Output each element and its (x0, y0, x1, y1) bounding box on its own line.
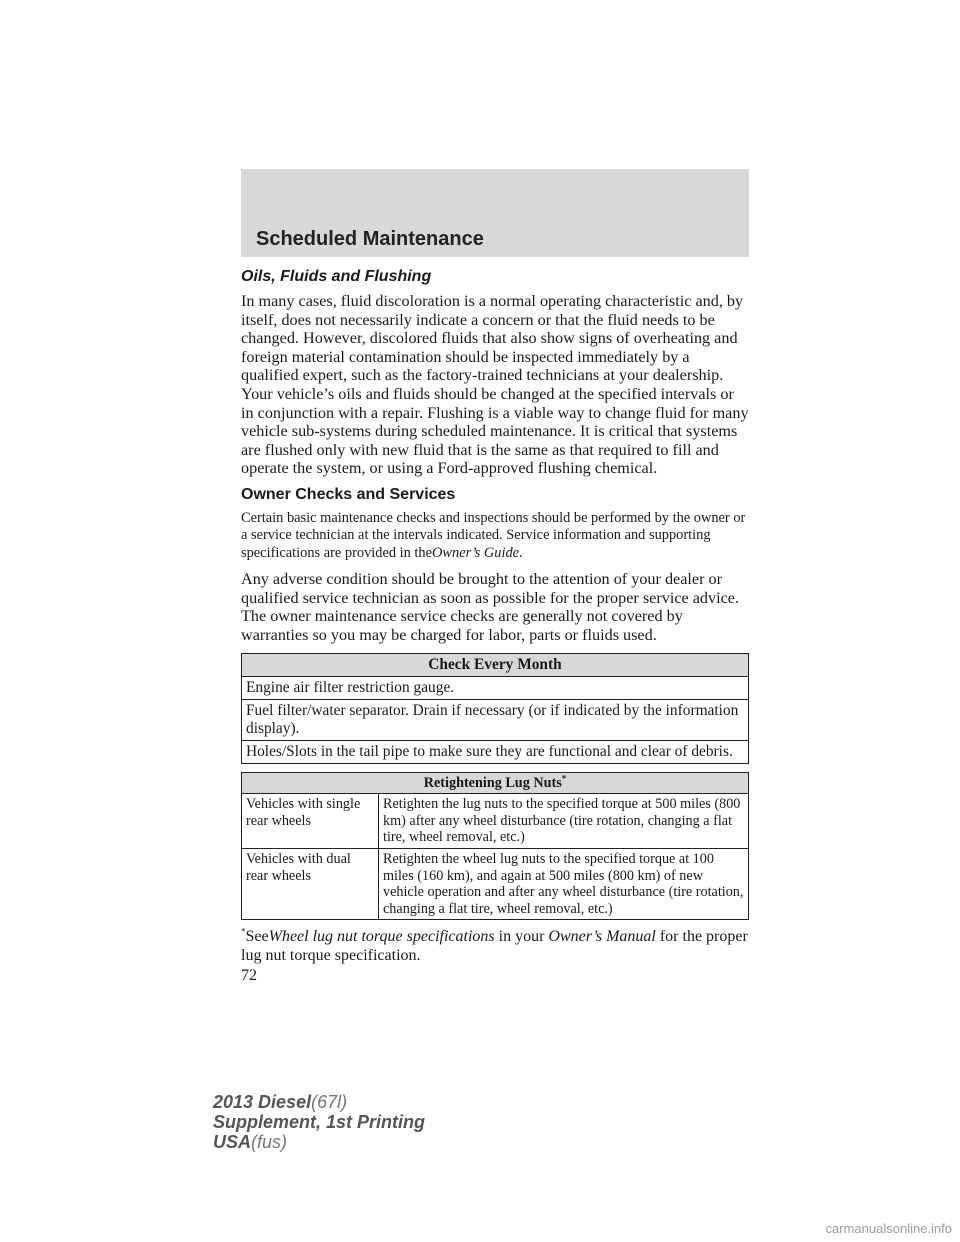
page-number: 72 (241, 967, 257, 985)
page-content (241, 262, 749, 985)
print-footer (213, 1092, 425, 1152)
owner-checks-heading: Owner Checks and Services (241, 485, 456, 503)
vehicle-type-cell: Vehicles with single rear wheels (242, 794, 379, 849)
oils-paragraph: In many cases, fluid discoloration is a normal operating characteristic and, by itself, does not necessarily indicate a concern or that the fluid needs to be changed. However, discolored fluids that also show signs of overheating and foreign material contamination should be inspected immediately by a qualified expert, such as the factory-trained technicians at your dealership. Your vehicle’s oils and fluids should be changed at the specified intervals or in conjunction with a repair. Flushing is a viable way to change fluid for many vehicle sub-systems during scheduled maintenance. It is critical that systems are flushed only with new fluid that is the same as that required to fill and operate the system, or using a Ford-approved flushing chemical. (241, 292, 749, 478)
table-row (242, 848, 749, 919)
owner-checks-advice: Any adverse condition should be brought to the attention of your dealer or qualified service technician as soon as possible for the proper service advice. The owner maintenance service checks are generally not covered by warranties so you may be charged for labor, parts or fluids used. (241, 570, 740, 644)
footer-line-1 (213, 1092, 425, 1112)
lug-table-header-text: Retightening Lug Nuts (423, 774, 562, 791)
footer-model: 2013 Diesel (213, 1092, 312, 1112)
footer-line-3 (213, 1132, 425, 1152)
owner-intro-end: . (519, 544, 523, 561)
footnote-marker: * (561, 772, 567, 783)
oils-heading: Oils, Fluids and Flushing (241, 268, 432, 285)
owners-manual-ref: Owner’s Manual (548, 928, 656, 946)
instruction-cell: Retighten the lug nuts to the specified torque at 500 miles (800 km) after any wheel disturbance (tire rotation, changing a flat tire, wheel removal, etc.) (379, 794, 749, 849)
owners-guide-ref: Owner’s Guide (432, 544, 520, 561)
table-row: Holes/Slots in the tail pipe to make sure they are functional and clear of debris. (242, 740, 749, 763)
footnote (241, 928, 749, 965)
instruction-cell: Retighten the wheel lug nuts to the specified torque at 100 miles (160 km), and again at 500 miles (800 km) of new vehicle operation and after any wheel disturbance (tire rotation, changing a flat tire, wheel removal, etc.) (379, 848, 749, 919)
owner-checks-intro (241, 510, 749, 562)
site-watermark: carmanualsonline.info (825, 1221, 952, 1236)
footnote-mid: in your (498, 928, 545, 946)
check-every-month-table (241, 653, 749, 764)
footer-region-code: (fus) (251, 1132, 288, 1152)
section-title: Scheduled Maintenance (256, 228, 484, 250)
footnote-end: for the proper lug nut torque specification. (241, 928, 748, 964)
section-header-band (241, 169, 749, 257)
footer-region: USA (213, 1132, 252, 1152)
lug-table-header (242, 772, 749, 794)
vehicle-type-cell: Vehicles with dual rear wheels (242, 848, 379, 919)
monthly-table-header: Check Every Month (242, 653, 749, 676)
footer-code: (67l) (311, 1092, 348, 1112)
table-row (242, 794, 749, 849)
footnote-see: See (245, 928, 269, 946)
retightening-lug-nuts-table (241, 772, 749, 921)
table-row: Engine air filter restriction gauge. (242, 676, 749, 699)
footer-line-2: Supplement, 1st Printing (213, 1112, 426, 1132)
table-row: Fuel filter/water separator. Drain if necessary (or if indicated by the information display). (242, 699, 749, 740)
footnote-marker: * (241, 926, 246, 937)
torque-spec-ref: Wheel lug nut torque specifications (268, 928, 495, 946)
owner-intro-text: Certain basic maintenance checks and inspections should be performed by the owner or a service technician at the intervals indicated. Service information and supporting specifications are provided in the (241, 509, 746, 561)
